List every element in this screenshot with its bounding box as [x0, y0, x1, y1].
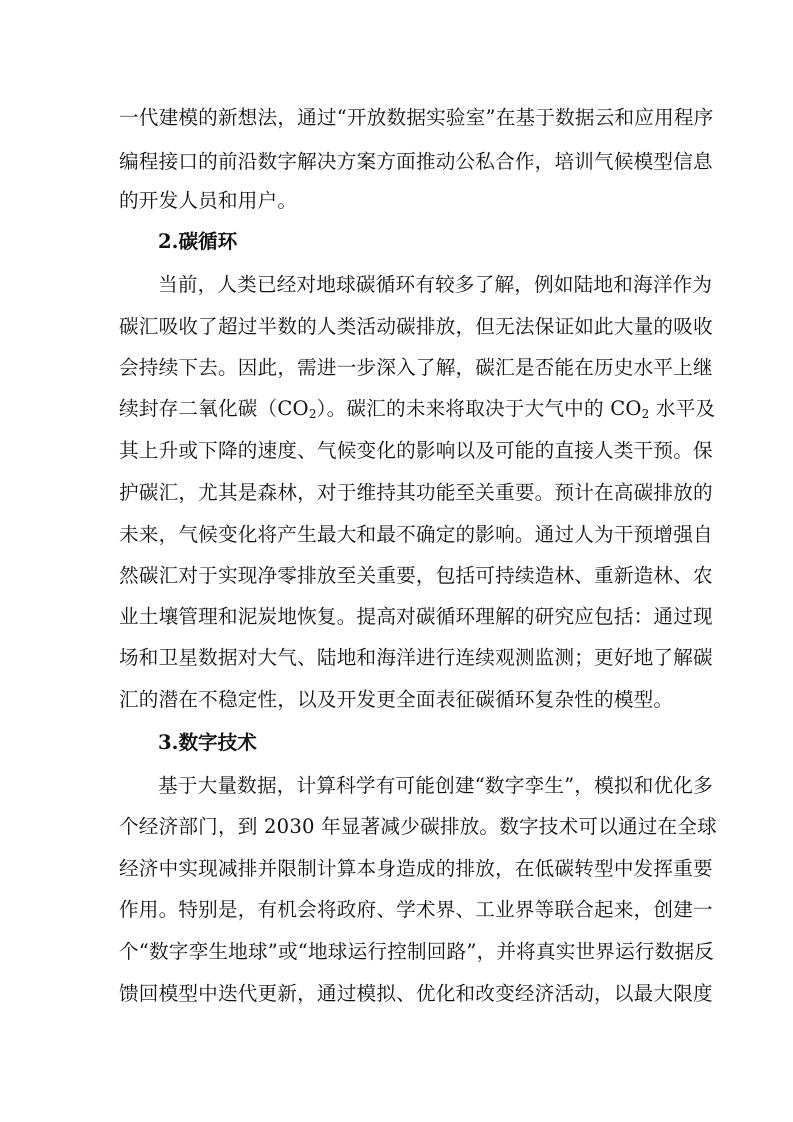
- paragraph-line: 汇的潜在不稳定性，以及开发更全面表征碳循环复杂性的模型。: [119, 688, 674, 711]
- paragraph-line: 然碳汇对于实现净零排放至关重要，包括可持续造林、重新造林、农: [119, 564, 713, 587]
- paragraph-line: 其上升或下降的速度、气候变化的影响以及可能的直接人类干预。保: [119, 439, 713, 462]
- paragraph-line: 场和卫星数据对大气、陆地和海洋进行连续观测监测；更好地了解碳: [119, 646, 713, 669]
- text-fragment: 续封存二氧化碳（CO: [119, 397, 309, 420]
- paragraph-line: 未来，气候变化将产生最大和最不确定的影响。通过人为干预增强自: [119, 523, 713, 546]
- paragraph-line-co2: [119, 394, 716, 424]
- paragraph-line: 当前，人类已经对地球碳循环有较多了解，例如陆地和海洋作为: [158, 273, 713, 296]
- paragraph-line: 个经济部门，到 2030 年显著减少碳排放。数字技术可以通过在全球: [119, 815, 717, 838]
- subscript: 2: [308, 407, 317, 421]
- paragraph-line: 一代建模的新想法，通过“开放数据实验室”在基于数据云和应用程序: [119, 106, 714, 129]
- paragraph-line: 碳汇吸收了超过半数的人类活动碳排放，但无法保证如此大量的吸收: [119, 315, 713, 338]
- paragraph-line: 业土壤管理和泥炭地恢复。提高对碳循环理解的研究应包括：通过现: [119, 605, 713, 628]
- paragraph-line: 作用。特别是，有机会将政府、学术界、工业界等联合起来，创建一: [119, 898, 713, 921]
- section-heading: 3.数字技术: [158, 731, 257, 754]
- text-fragment: 水平及: [649, 397, 716, 420]
- subscript: 2: [641, 407, 650, 421]
- paragraph-line: 馈回模型中迭代更新，通过模拟、优化和改变经济活动，以最大限度: [119, 982, 713, 1005]
- paragraph-line: 护碳汇，尤其是森林，对于维持其功能至关重要。预计在高碳排放的: [119, 481, 713, 504]
- section-heading: 2.碳循环: [158, 230, 238, 253]
- paragraph-line: 基于大量数据，计算科学有可能创建“数字孪生”，模拟和优化多: [158, 774, 713, 797]
- paragraph-line: 会持续下去。因此，需进一步深入了解，碳汇是否能在历史水平上继: [119, 356, 713, 379]
- paragraph-line: 的开发人员和用户。: [119, 189, 298, 212]
- paragraph-line: 个“数字孪生地球”或“地球运行控制回路”，并将真实世界运行数据反: [119, 940, 715, 963]
- paragraph-line: 经济中实现减排并限制计算本身造成的排放，在低碳转型中发挥重要: [119, 857, 713, 880]
- paragraph-line: 编程接口的前沿数字解决方案方面推动公私合作，培训气候模型信息: [119, 150, 713, 173]
- text-fragment: ）。碳汇的未来将取决于大气中的 CO: [316, 397, 642, 420]
